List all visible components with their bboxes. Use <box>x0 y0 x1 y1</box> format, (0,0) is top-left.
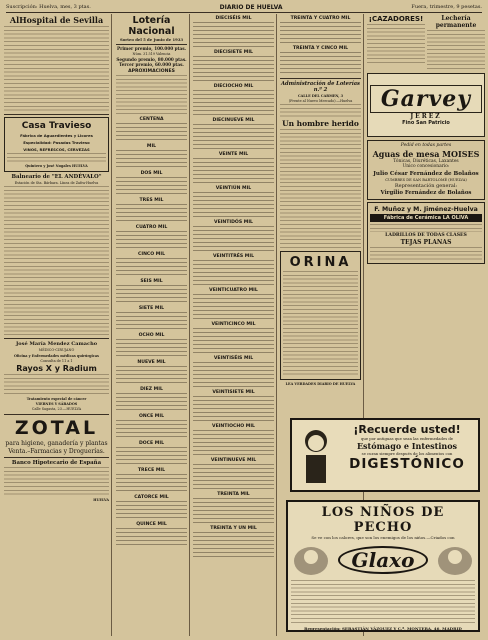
repr-name: Virgilio Fernández de Bolaños <box>380 189 472 196</box>
orina-text <box>283 271 358 377</box>
medico-sub: MÉDICO-CIRUJANO <box>38 348 75 353</box>
number-section-header: DIECISÉIS MIL <box>215 16 252 21</box>
rayos-line-2: VIERNES Y SÁBADOS <box>35 402 78 407</box>
number-section-values <box>193 464 274 490</box>
number-section-values <box>116 123 187 142</box>
number-section-header: DOS MIL <box>140 171 163 177</box>
garvey-city: JEREZ <box>410 112 442 120</box>
prize-1-number: Núm. 31.519 Valencia <box>132 52 171 57</box>
rayos-title: Rayos X y Radium <box>16 364 97 374</box>
number-section-header: TREINTA MIL <box>217 492 250 497</box>
number-section-values <box>193 396 274 422</box>
number-section-header: VEINTIÚN MIL <box>215 186 252 191</box>
zotal-line-2: Venta.–Farmacias y Droguerías. <box>8 447 105 455</box>
garvey-sub: Fino San Patricio <box>402 119 450 126</box>
number-section-header: DIECIOCHO MIL <box>213 84 254 89</box>
casa-travieso-ad <box>4 117 109 172</box>
orina-ad <box>280 251 361 380</box>
aprox-text <box>116 75 187 115</box>
man-illustration <box>296 425 336 487</box>
lecheria-text <box>427 30 485 70</box>
recuerde-line-1: que por antiguas que sean las enfermedades de <box>360 436 454 441</box>
digestonico-text <box>340 423 474 472</box>
glaxo-text <box>291 580 475 624</box>
casa-line-3: VINOS, REFRESCOS, CERVEZAS <box>23 147 90 152</box>
number-section-header: DIEZ MIL <box>140 387 163 393</box>
rayos-line-3: Calle Sagasta, 23.—HUELVA <box>31 407 82 412</box>
sorteo-date: Sorteo del 5 de Junio de 1933 <box>119 37 184 42</box>
number-section-values <box>193 90 274 116</box>
baby-illustration-left <box>291 543 331 577</box>
number-section-header: TRECE MIL <box>137 468 166 474</box>
number-section-header: VEINTICUATRO MIL <box>209 288 258 293</box>
number-section-header: CINCO MIL <box>137 252 165 258</box>
baby-illustration-right <box>435 543 475 577</box>
banco-text <box>4 467 109 497</box>
divider <box>4 338 109 339</box>
top-right-row <box>367 14 485 70</box>
number-section-header: NUEVE MIL <box>137 360 166 366</box>
fabrica-band: Fábrica de Cerámica LA OLIVA <box>370 214 482 222</box>
zotal-title: ZOTAL <box>14 416 99 439</box>
number-section-values <box>193 124 274 150</box>
tejas: TEJAS PLANAS <box>400 238 452 246</box>
repr-label: Representación general: <box>394 182 458 189</box>
number-section-header: DIECISIETE MIL <box>214 50 253 55</box>
cazadores-title: ¡CAZADORES! <box>368 15 424 23</box>
concesion-addr: CUMBRES DE SAN BARTOLOMÉ (HUELVA) <box>385 177 467 182</box>
hombre-herido-text <box>280 129 361 249</box>
number-section-values <box>116 474 187 493</box>
number-section-header: ONCE MIL <box>138 414 165 420</box>
balneario-text <box>4 186 109 336</box>
glaxo-ad <box>286 500 480 632</box>
digestonico-ad <box>290 418 480 492</box>
recuerde-line-2: Estómago e Intestinos <box>356 441 458 451</box>
number-section-values <box>193 158 274 184</box>
number-section-header: VEINTISIETE MIL <box>212 390 255 395</box>
admin-title: Administración de Loterías n.º 2 <box>281 81 360 93</box>
col4-header-2: TREINTA Y CINCO MIL <box>292 46 349 51</box>
number-section-values <box>116 528 187 547</box>
number-section-values <box>116 339 187 358</box>
casa-title: Casa Travieso <box>21 121 92 131</box>
fabrica-text <box>370 224 482 232</box>
number-section-header: CATORCE MIL <box>134 495 169 501</box>
number-section-values <box>116 204 187 223</box>
digestonico-brand: DIGESTÓNICO <box>349 456 465 472</box>
col4-numbers-2 <box>280 52 361 76</box>
ninos-title: LOS NIÑOS DE PECHO <box>321 505 445 535</box>
medico-name: José María Mendez Camacho <box>15 341 98 348</box>
number-section-header: QUINCE MIL <box>136 522 167 528</box>
glaxo-logo: Glaxo <box>338 546 429 574</box>
admin-text <box>280 104 361 118</box>
balneario-sub: Estación de Sta. Bárbara. Línea de Zafra-Huelva <box>14 181 99 186</box>
col4-footer: LEA VERDADES DIARIO DE HUELVA <box>285 382 356 387</box>
divider <box>4 457 109 458</box>
prize-1: Primer premio, 100.000 ptas. <box>116 46 187 52</box>
number-section-values <box>193 260 274 286</box>
number-section-header: DIECINUEVE MIL <box>212 118 255 123</box>
number-section-values <box>193 226 274 252</box>
newspaper-name: DIARIO DE HUELVA <box>219 3 283 11</box>
number-section-values <box>193 328 274 354</box>
subscription-outside: Fuera, trimestre, 9 pesetas. <box>411 4 482 10</box>
number-section-values <box>193 22 274 48</box>
lecheria-block <box>427 14 485 70</box>
number-section-header: VEINTIOCHO MIL <box>212 424 255 429</box>
medico-line-1: Oficina y Enfermedades médicas quirúrgicas <box>14 353 99 358</box>
number-section-header: OCHO MIL <box>138 333 165 339</box>
number-section-header: CUATRO MIL <box>135 225 168 231</box>
number-section-values <box>116 420 187 439</box>
casa-line-2: Especialidad: Pasadas Travieso <box>23 140 90 145</box>
column-2 <box>114 14 190 636</box>
number-section-values <box>116 231 187 250</box>
casa-line-1: Fábrica de Aguardientes y Licores <box>20 133 93 138</box>
orina-title: ORINA <box>289 255 352 271</box>
banco-title: Banco Hipotecario de España <box>11 459 102 466</box>
number-section-values <box>116 285 187 304</box>
glaxo-row <box>291 543 475 577</box>
casa-text <box>7 153 106 163</box>
ceramica-ad <box>367 202 485 264</box>
number-section-values <box>193 294 274 320</box>
number-section-header: SIETE MIL <box>138 306 165 312</box>
column-3 <box>191 14 277 636</box>
number-section-values <box>116 447 187 466</box>
number-section-values <box>193 192 274 218</box>
prize-3: Tercer premio, 60.000 ptas. <box>119 61 184 67</box>
ninos-sub: Se ve con los calores, que son los enemigos de los niños.—Criados con <box>311 535 455 540</box>
pedid: Pedid en todas partes <box>400 143 452 148</box>
garvey-ad <box>367 73 485 137</box>
recuerde-line-3: se curan siempre después de los alimentos con <box>361 451 453 456</box>
divider <box>116 44 187 45</box>
running-head <box>6 2 482 13</box>
admin-line-1: CALLE DEL CARMEN, 3 <box>297 94 344 98</box>
number-section-values <box>193 56 274 82</box>
rayos-text <box>4 374 109 396</box>
number-section-values <box>116 393 187 412</box>
hospital-title: AlHospital de Sevilla <box>9 15 104 25</box>
ladrillos: LADRILLOS DE TODAS CLASES <box>385 232 467 238</box>
balneario-title: Balneario de "EL ANDÉVALO" <box>11 174 102 181</box>
rayos-line-1: Tratamiento especial de cáncer <box>26 397 87 402</box>
munoz-title: F. Muñoz y M. Jiménez-Huelva <box>374 205 478 213</box>
aguas-title: Aguas de mesa MOISES <box>372 149 480 160</box>
hombre-herido-title: Un hombre herido <box>282 119 359 129</box>
subscription-local: Suscripción: Huelva, mes, 3 ptas. <box>6 4 91 10</box>
col2-number-list <box>116 117 187 547</box>
aguas-sub: Tónicas, Diuréticas, Laxantes <box>393 159 459 165</box>
col4-numbers-1 <box>280 22 361 44</box>
medico-line-2: Consulta de 11 a 1 <box>40 358 73 363</box>
admin-line-2: (Frente al Nuevo Mercado).—Huelva <box>288 99 353 104</box>
number-section-values <box>116 312 187 331</box>
garvey-logo: Garvey <box>370 85 482 113</box>
number-section-values <box>116 366 187 385</box>
zotal-line-1: para higiene, ganadería y plantas <box>5 439 108 447</box>
casa-footer: Quintero y José Nogales HUELVA <box>25 164 88 168</box>
number-section-values <box>193 498 274 524</box>
number-section-header: VEINTE MIL <box>218 152 249 157</box>
concesion-label: Unico concesionario: <box>402 164 450 170</box>
number-section-header: SEIS MIL <box>140 279 163 285</box>
number-section-header: CENTENA <box>139 117 164 123</box>
banco-footer: HUELVA <box>93 497 109 502</box>
number-section-values <box>116 150 187 169</box>
number-section-values <box>116 258 187 277</box>
cazadores-block <box>367 14 425 70</box>
glaxo-footer: Representación: SEBASTIÁN VÁZQUEZ Y C.ª, MONTERA, 46, MADRID <box>304 626 462 631</box>
number-section-header: VEINTITRÉS MIL <box>212 254 254 259</box>
number-section-header: DOCE MIL <box>138 441 165 447</box>
aproximaciones: APROXIMACIONES <box>128 69 175 75</box>
number-section-values <box>193 362 274 388</box>
number-section-header: VEINTISÉIS MIL <box>213 356 254 361</box>
lecheria-title: Lechería permanente <box>435 15 477 29</box>
col3-number-list <box>193 16 274 558</box>
number-section-header: MIL <box>146 144 157 150</box>
prize-2: Segundo premio, 80.000 ptas. <box>116 56 187 62</box>
number-section-header: VEINTICINCO MIL <box>211 322 256 327</box>
number-section-header: VEINTINUEVE MIL <box>210 458 257 463</box>
column-1 <box>4 14 112 636</box>
divider <box>4 114 109 115</box>
divider <box>280 78 361 79</box>
aguas-moises-ad <box>367 140 485 200</box>
loteria-title: Lotería Nacional <box>128 15 175 37</box>
col4-header-1: TREINTA Y CUATRO MIL <box>290 16 351 21</box>
ceramica-text <box>370 247 482 261</box>
number-section-values <box>116 501 187 520</box>
number-section-values <box>116 177 187 196</box>
divider <box>4 414 109 415</box>
cazadores-text <box>367 24 425 64</box>
recuerde-title: ¡Recuerde usted! <box>353 423 461 436</box>
hospital-text <box>4 26 109 112</box>
number-section-header: TREINTA Y UN MIL <box>210 526 257 531</box>
concesion-name: Julio César Fernández de Bolaños <box>373 170 479 177</box>
number-section-values <box>193 430 274 456</box>
number-section-values <box>193 532 274 558</box>
number-section-header: VEINTIDÓS MIL <box>214 220 253 225</box>
number-section-header: TRES MIL <box>139 198 164 204</box>
